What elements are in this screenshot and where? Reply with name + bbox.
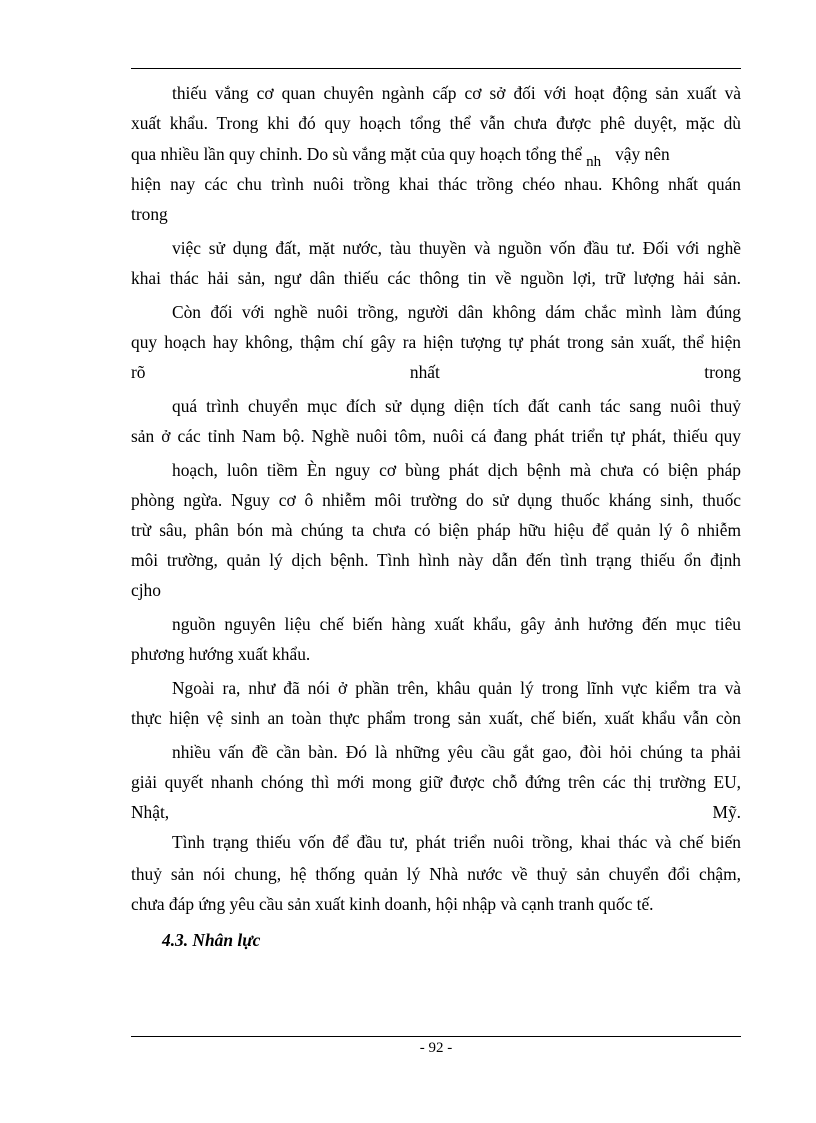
text-line: sản ở các tỉnh Nam bộ. Nghề nuôi tôm, nuôi cá đang phát triển tự phát, thiếu quy (131, 426, 741, 446)
text-line: Ngoài ra, như đã nói ở phần trên, khâu quản lý trong lĩnh vực kiểm tra và (172, 678, 741, 698)
text-line: thiếu vắng cơ quan chuyên ngành cấp cơ sở đối với hoạt động sản xuất và (172, 83, 741, 103)
page-number: - 92 - (419, 1040, 453, 1056)
text-span: Nhật, (131, 802, 170, 822)
text-line: hoạch, luôn tiềm Èn nguy cơ bùng phát dịch bệnh mà chưa có biện pháp (172, 460, 741, 480)
text-line: xuất khẩu. Trong khi đó quy hoạch tổng thể vẫn chưa được phê duyệt, mặc dù (131, 113, 741, 133)
text-line: nhiều vấn đề cần bàn. Đó là những yêu cầu gắt gao, đòi hỏi chúng ta phải (172, 742, 741, 762)
text-span: qua nhiều lần quy chỉnh. Do sù vắng mặt của quy hoạch tổng thể (131, 144, 583, 164)
text-span: trong (704, 362, 741, 382)
text-line (131, 801, 741, 823)
text-line: quy hoạch hay không, thậm chí gây ra hiện tượng tự phát trong sản xuất, thể hiện (131, 332, 741, 352)
header-rule (131, 68, 741, 69)
text-subscript: nh (586, 154, 602, 170)
text-line: phương hướng xuất khẩu. (131, 644, 311, 664)
text-line: Tình trạng thiếu vốn để đầu tư, phát triển nuôi trồng, khai thác và chế biến (172, 832, 741, 852)
text-line: trừ sâu, phân bón mà chúng ta chưa có biện pháp hữu hiệu để quản lý ô nhiễm (131, 520, 741, 540)
text-line: Còn đối với nghề nuôi trồng, người dân không dám chắc mình làm đúng (172, 302, 741, 322)
text-line: môi trường, quản lý dịch bệnh. Tình hình này dẫn đến tình trạng thiếu ổn định (131, 550, 741, 570)
text-line: cjho (131, 580, 161, 600)
text-line: khai thác hải sản, ngư dân thiếu các thông tin về nguồn lợi, trữ lượng hải sản. (131, 268, 741, 288)
text-line: hiện nay các chu trình nuôi trồng khai thác trồng chéo nhau. Không nhất quán (131, 174, 741, 194)
text-span: vậy nên (615, 144, 670, 164)
text-line: chưa đáp ứng yêu cầu sản xuất kinh doanh, hội nhập và cạnh tranh quốc tế. (131, 894, 654, 914)
text-line: quá trình chuyển mục đích sử dụng diện tích đất canh tác sang nuôi thuỷ (172, 396, 741, 416)
text-line: giải quyết nhanh chóng thì mới mong giữ được chỗ đứng trên các thị trường EU, (131, 772, 741, 792)
text-span: Mỹ. (712, 802, 741, 822)
text-line: trong (131, 204, 168, 224)
text-line: việc sử dụng đất, mặt nước, tàu thuyền và nguồn vốn đầu tư. Đối với nghề (172, 238, 741, 258)
text-span: nhất (409, 362, 440, 382)
text-line: thuỷ sản nói chung, hệ thống quản lý Nhà nước về thuỷ sản chuyển đổi chậm, (131, 864, 741, 884)
text-line (131, 143, 741, 170)
footer-rule (131, 1036, 741, 1037)
text-line: phòng ngừa. Nguy cơ ô nhiễm môi trường do sử dụng thuốc kháng sinh, thuốc (131, 490, 741, 510)
text-line: nguồn nguyên liệu chế biến hàng xuất khẩu, gây ảnh hưởng đến mục tiêu (172, 614, 741, 634)
text-line (131, 361, 741, 383)
text-line: thực hiện vệ sinh an toàn thực phẩm trong sản xuất, chế biến, xuất khẩu vẫn còn (131, 708, 741, 728)
section-heading: 4.3. Nhân lực (162, 930, 261, 950)
text-span: rõ (131, 362, 146, 382)
